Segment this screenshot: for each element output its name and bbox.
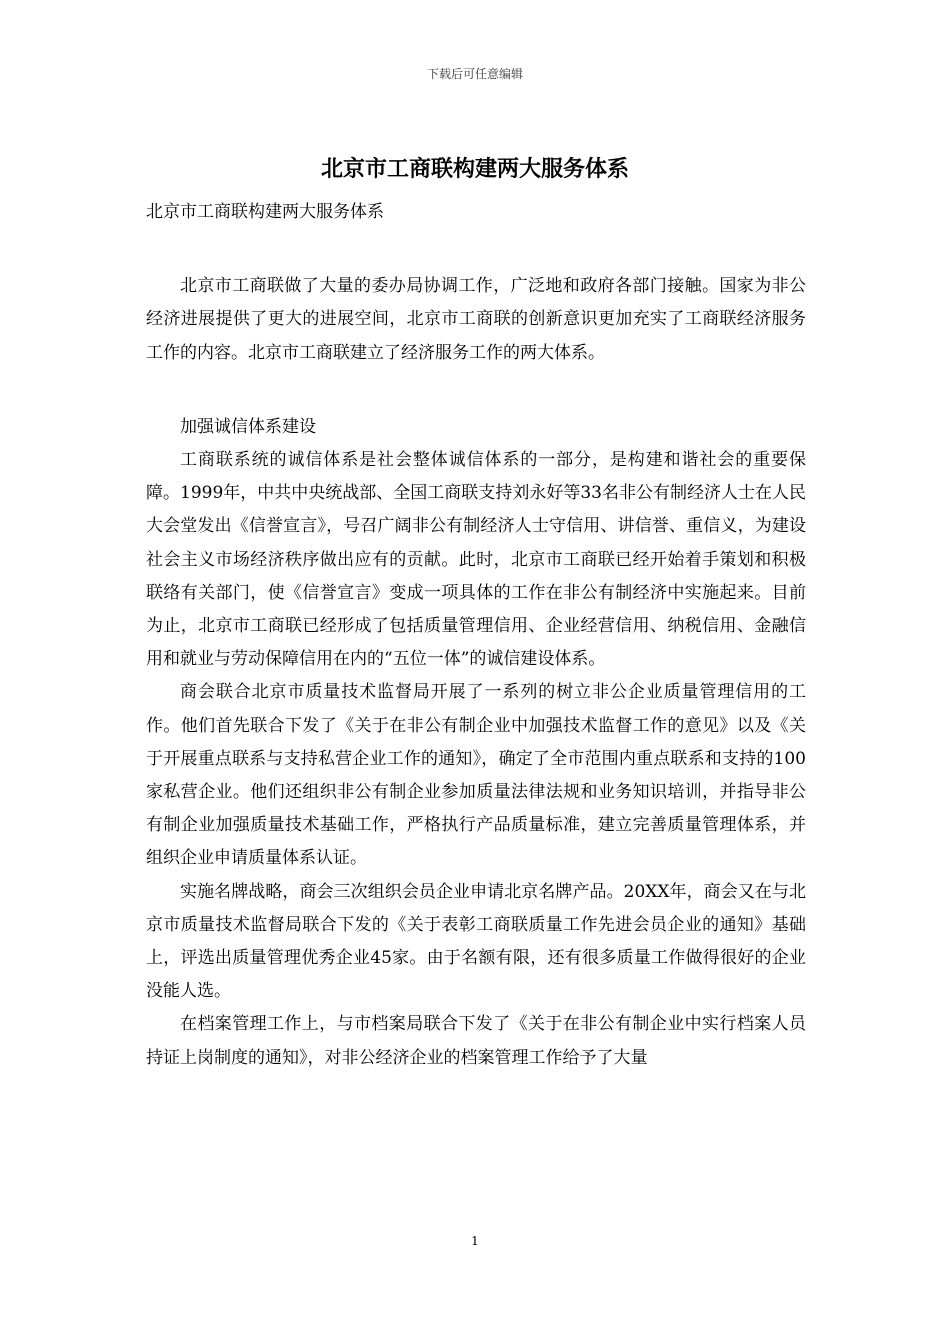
paragraph-credit-system: 工商联系统的诚信体系是社会整体诚信体系的一部分，是构建和谐社会的重要保障。1999年，中共中央统战部、全国工商联支持刘永好等33名非公有制经济人士在人民大会堂发出《信誉宣言》，号召广阔非公有制经济人士守信用、讲信誉、重信义，为建设社会主义市场经济秩序做出应有的贡献。此时，北京市工商联已经开始着手策划和积极联络有关部门，使《信誉宣言》变成一项具体的工作在非公有制经济中实施起来。目前为止，北京市工商联已经形成了包括质量管理信用、企业经营信用、纳税信用、金融信用和就业与劳动保障信用在内的“五位一体”的诚信建设体系。: [146, 450, 806, 670]
document-body: [146, 196, 806, 1075]
paragraph-brand-strategy: 实施名牌战略，商会三次组织会员企业申请北京名牌产品。20XX年，商会又在与北京市质量技术监督局联合下发的《关于表彰工商联质量工作先进会员企业的通知》基础上，评选出质量管理优秀企业45家。由于名额有限，还有很多质量工作做得很好的企业没能人选。: [146, 881, 806, 1002]
spacer: [146, 229, 806, 270]
paragraph-archive-management: 在档案管理工作上，与市档案局联合下发了《关于在非公有制企业中实行档案人员持证上岗制度的通知》，对非公经济企业的档案管理工作给予了大量: [146, 1014, 806, 1068]
section-heading: 加强诚信体系建设: [180, 416, 316, 437]
spacer: [146, 370, 806, 411]
paragraph-intro: 北京市工商联做了大量的委办局协调工作，广泛地和政府各部门接触。国家为非公经济进展提供了更大的进展空间，北京市工商联的创新意识更加充实了工商联经济服务工作的内容。北京市工商联建立了经济服务工作的两大体系。: [146, 276, 806, 363]
page-number: 1: [471, 1234, 479, 1248]
document-subtitle: 北京市工商联构建两大服务体系: [146, 202, 384, 222]
page-header-note: 下载后可任意编辑: [426, 67, 523, 81]
document-title: 北京市工商联构建两大服务体系: [320, 156, 629, 182]
paragraph-quality-management: 商会联合北京市质量技术监督局开展了一系列的树立非公企业质量管理信用的工作。他们首先联合下发了《关于在非公有制企业中加强技术监督工作的意见》以及《关于开展重点联系与支持私营企业工作的通知》，确定了全市范围内重点联系和支持的100家私营企业。他们还组织非公有制企业参加质量法律法规和业务知识培训，并指导非公有制企业加强质量技术基础工作，严格执行产品质量标准，建立完善质量管理体系，并组织企业申请质量体系认证。: [146, 682, 806, 869]
